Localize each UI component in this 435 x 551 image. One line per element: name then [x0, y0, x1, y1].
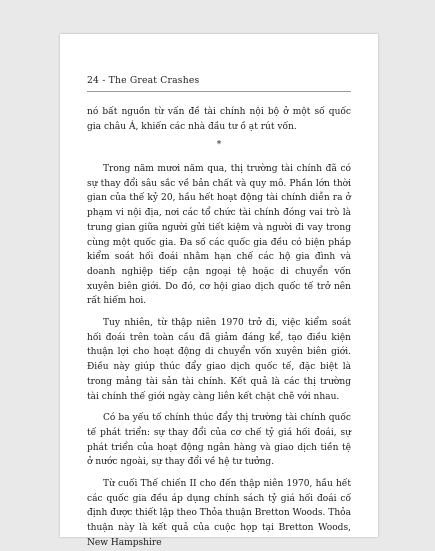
header-rule — [87, 91, 351, 92]
opening-paragraph: nó bất nguồn từ vấn đề tài chính nội bộ ở một số quốc gia châu Á, khiến các nhà đầu tư ồ ạt rút vốn. — [87, 107, 351, 132]
opening-text-block — [87, 105, 351, 134]
paragraph-3: Có ba yếu tố chính thúc đẩy thị trường tài chính quốc tế phát triển: sự thay đổi của cơ chế tỷ giá hối đoái, sự phát triển của hoạt động ngân hàng và giao dịch tiền tệ ở nước ngoài, sự thay đổi về hệ tư tưởng. — [87, 413, 351, 468]
body-text-block — [87, 162, 351, 551]
paragraph-4: Từ cuối Thế chiến II cho đến thập niên 1970, hầu hết các quốc gia đều áp dụng chính sách tỷ giá hối đoái cố định được thiết lập theo Thỏa thuận Bretton Woods. Thỏa thuận này là kết quả của cuộc họp tại Bretton Woods, New Hampshire — [87, 479, 351, 548]
book-page — [60, 34, 378, 548]
section-separator: * — [216, 140, 222, 150]
running-header: 24 - The Great Crashes — [87, 75, 200, 86]
paragraph-1: Trong năm mươi năm qua, thị trường tài chính đã có sự thay đổi sâu sắc về bản chất và quy mô. Phần lớn thời gian của thế kỷ 20, hầu hết hoạt động tài chính diễn ra ở phạm vi nội địa, nơi các tổ chức tài chính đóng vai trò là trung gian giữa người gửi tiết kiệm và người đi vay trong cùng một quốc gia. Đa số các quốc gia đều có biện pháp kiểm soát hối đoái nhằm hạn chế các hộ gia đình và doanh nghiệp tiếp cận ngoại tệ hoặc di chuyển vốn xuyên biên giới. Do đó, cơ hội giao dịch quốc tế trở nên rất hiếm hoi. — [87, 164, 351, 307]
paragraph-2: Tuy nhiên, từ thập niên 1970 trở đi, việc kiểm soát hối đoái trên toàn cầu đã giảm đáng kể, tạo điều kiện thuận lợi cho hoạt động di chuyển vốn xuyên biên giới. Điều này giúp thúc đẩy giao dịch quốc tế, đặc biệt là trong mảng tài sản tài chính. Kết quả là các thị trường tài chính thế giới ngày càng liên kết chặt chẽ với nhau. — [87, 318, 351, 402]
